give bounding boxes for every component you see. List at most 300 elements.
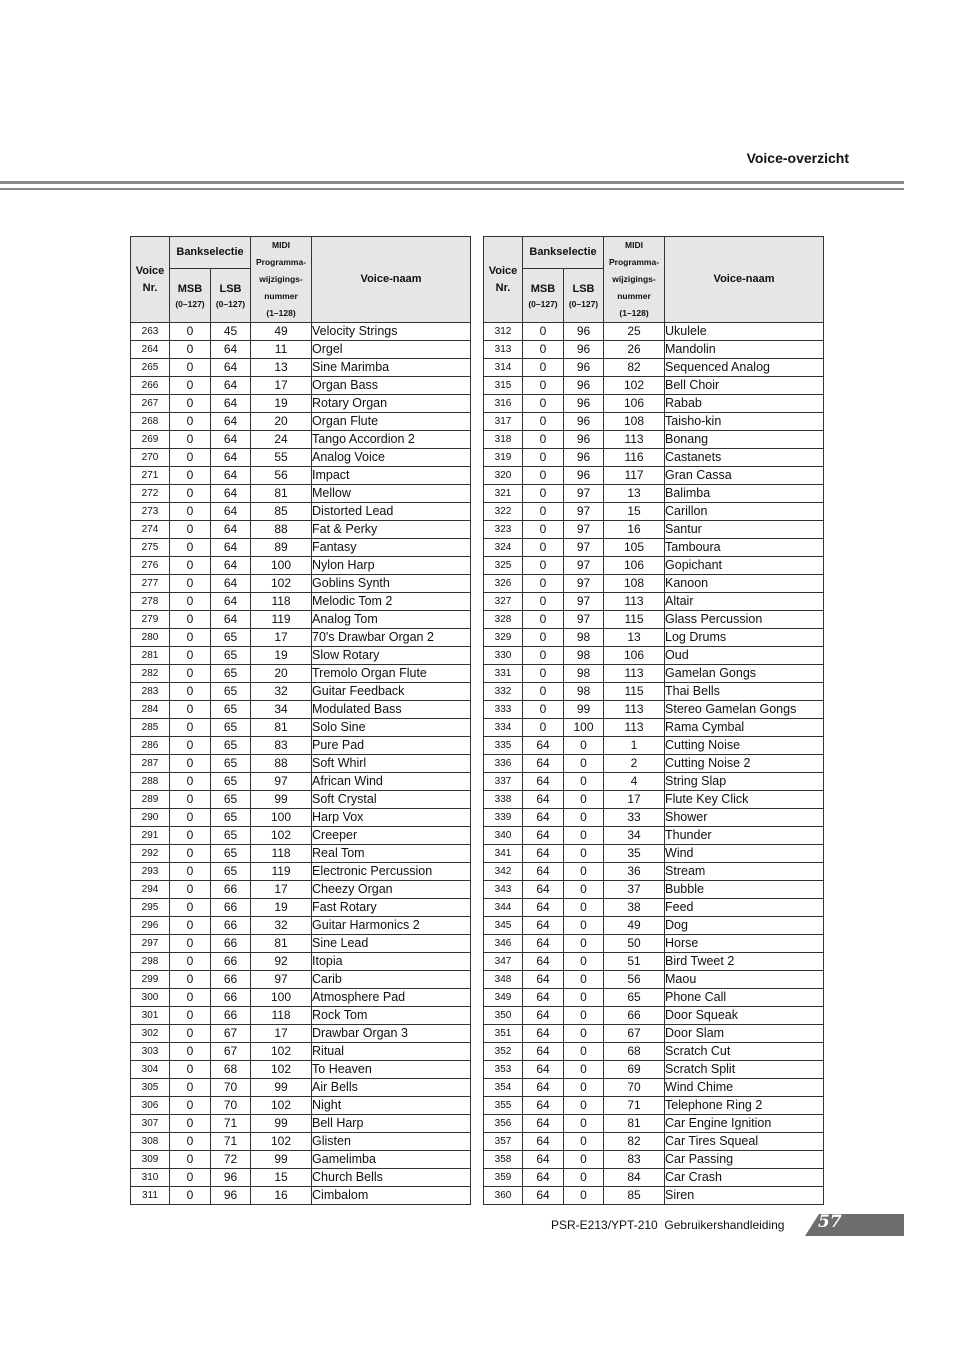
table-row: [484, 755, 824, 773]
midi-program-cell: 33: [604, 809, 665, 827]
table-row: [131, 845, 471, 863]
voice-name-cell: Sequenced Analog: [665, 359, 824, 377]
msb-cell: 0: [523, 485, 564, 503]
voice-nr-cell: 344: [484, 899, 523, 917]
voice-nr-cell: 336: [484, 755, 523, 773]
lsb-cell: 65: [211, 719, 251, 737]
table-row: [131, 1187, 471, 1205]
midi-program-cell: 17: [604, 791, 665, 809]
table-row: [484, 719, 824, 737]
msb-cell: 0: [523, 521, 564, 539]
msb-cell: 64: [523, 953, 564, 971]
voice-nr-cell: 326: [484, 575, 523, 593]
midi-program-cell: 105: [604, 539, 665, 557]
table-row: [484, 1043, 824, 1061]
midi-program-cell: 35: [604, 845, 665, 863]
midi-program-cell: 19: [251, 395, 312, 413]
voice-nr-cell: 294: [131, 881, 170, 899]
midi-program-cell: 17: [251, 377, 312, 395]
table-row: [484, 827, 824, 845]
header-msb-range: (0–127): [528, 299, 558, 310]
voice-nr-cell: 279: [131, 611, 170, 629]
midi-program-cell: 102: [251, 1097, 312, 1115]
midi-program-cell: 84: [604, 1169, 665, 1187]
msb-cell: 64: [523, 1061, 564, 1079]
voice-name-cell: Car Crash: [665, 1169, 824, 1187]
lsb-cell: 99: [564, 701, 604, 719]
voice-name-cell: Car Tires Squeal: [665, 1133, 824, 1151]
voice-name-cell: Rotary Organ: [312, 395, 471, 413]
header-voice-name: Voice-naam: [665, 237, 824, 323]
lsb-cell: 65: [211, 737, 251, 755]
midi-program-cell: 81: [251, 485, 312, 503]
midi-program-cell: 113: [604, 701, 665, 719]
voice-nr-cell: 318: [484, 431, 523, 449]
lsb-cell: 0: [564, 1133, 604, 1151]
voice-name-cell: Gran Cassa: [665, 467, 824, 485]
lsb-cell: 65: [211, 827, 251, 845]
voice-nr-cell: 282: [131, 665, 170, 683]
lsb-cell: 96: [564, 377, 604, 395]
voice-name-cell: Door Squeak: [665, 1007, 824, 1025]
table-row: [484, 665, 824, 683]
msb-cell: 0: [170, 665, 211, 683]
lsb-cell: 96: [564, 449, 604, 467]
midi-program-cell: 106: [604, 557, 665, 575]
msb-cell: 0: [523, 611, 564, 629]
voice-name-cell: Goblins Synth: [312, 575, 471, 593]
lsb-cell: 97: [564, 503, 604, 521]
midi-program-cell: 19: [251, 899, 312, 917]
lsb-cell: 64: [211, 395, 251, 413]
lsb-cell: 65: [211, 755, 251, 773]
table-row: [484, 1169, 824, 1187]
table-row: [484, 539, 824, 557]
lsb-cell: 0: [564, 953, 604, 971]
midi-program-cell: 17: [251, 881, 312, 899]
lsb-cell: 0: [564, 1097, 604, 1115]
table-row: [131, 773, 471, 791]
msb-cell: 0: [170, 701, 211, 719]
table-row: [484, 683, 824, 701]
msb-cell: 0: [170, 323, 211, 341]
midi-program-cell: 99: [251, 791, 312, 809]
lsb-cell: 98: [564, 629, 604, 647]
lsb-cell: 98: [564, 647, 604, 665]
voice-name-cell: Stereo Gamelan Gongs: [665, 701, 824, 719]
midi-program-cell: 55: [251, 449, 312, 467]
voice-name-cell: Horse: [665, 935, 824, 953]
msb-cell: 0: [170, 341, 211, 359]
lsb-cell: 96: [211, 1169, 251, 1187]
voice-name-cell: Itopia: [312, 953, 471, 971]
msb-cell: 64: [523, 791, 564, 809]
msb-cell: 0: [523, 575, 564, 593]
table-row: [131, 503, 471, 521]
header-voice-nr: [484, 237, 523, 323]
table-row: [484, 1133, 824, 1151]
voice-name-cell: Car Passing: [665, 1151, 824, 1169]
table-row: [131, 485, 471, 503]
lsb-cell: 100: [564, 719, 604, 737]
lsb-cell: 0: [564, 899, 604, 917]
voice-name-cell: Rabab: [665, 395, 824, 413]
lsb-cell: 96: [564, 395, 604, 413]
voice-nr-cell: 334: [484, 719, 523, 737]
lsb-cell: 98: [564, 665, 604, 683]
voice-name-cell: Guitar Harmonics 2: [312, 917, 471, 935]
table-row: [484, 917, 824, 935]
table-row: [131, 737, 471, 755]
msb-cell: 0: [523, 449, 564, 467]
voice-name-cell: Telephone Ring 2: [665, 1097, 824, 1115]
table-row: [484, 899, 824, 917]
voice-nr-cell: 349: [484, 989, 523, 1007]
lsb-cell: 64: [211, 593, 251, 611]
voice-name-cell: Electronic Percussion: [312, 863, 471, 881]
voice-nr-cell: 347: [484, 953, 523, 971]
table-row: [484, 953, 824, 971]
msb-cell: 0: [170, 917, 211, 935]
lsb-cell: 97: [564, 539, 604, 557]
lsb-cell: 64: [211, 413, 251, 431]
voice-nr-cell: 345: [484, 917, 523, 935]
voice-nr-cell: 299: [131, 971, 170, 989]
header-lsb-range: (0–127): [568, 299, 599, 310]
msb-cell: 0: [523, 557, 564, 575]
header-lsb-label: LSB: [572, 283, 595, 296]
msb-cell: 0: [170, 611, 211, 629]
table-row: [131, 1097, 471, 1115]
table-row: [131, 521, 471, 539]
table-row: [484, 341, 824, 359]
voice-nr-cell: 348: [484, 971, 523, 989]
midi-program-cell: 20: [251, 413, 312, 431]
table-row: [131, 449, 471, 467]
voice-name-cell: Scratch Cut: [665, 1043, 824, 1061]
voice-nr-cell: 320: [484, 467, 523, 485]
lsb-cell: 0: [564, 935, 604, 953]
table-row: [484, 791, 824, 809]
voice-nr-cell: 355: [484, 1097, 523, 1115]
voice-name-cell: Sine Lead: [312, 935, 471, 953]
midi-program-cell: 15: [604, 503, 665, 521]
table-row: [484, 503, 824, 521]
voice-name-cell: Rock Tom: [312, 1007, 471, 1025]
midi-program-cell: 15: [251, 1169, 312, 1187]
msb-cell: 0: [170, 1025, 211, 1043]
table-row: [131, 1061, 471, 1079]
msb-cell: 0: [170, 881, 211, 899]
table-row: [484, 881, 824, 899]
voice-name-cell: Log Drums: [665, 629, 824, 647]
msb-cell: 0: [523, 377, 564, 395]
midi-program-cell: 113: [604, 593, 665, 611]
midi-program-cell: 113: [604, 431, 665, 449]
voice-name-cell: Feed: [665, 899, 824, 917]
voice-nr-cell: 346: [484, 935, 523, 953]
table-row: [131, 395, 471, 413]
midi-program-cell: 32: [251, 683, 312, 701]
voice-nr-cell: 263: [131, 323, 170, 341]
lsb-cell: 96: [564, 341, 604, 359]
lsb-cell: 66: [211, 1007, 251, 1025]
table-row: [131, 665, 471, 683]
lsb-cell: 64: [211, 467, 251, 485]
voice-nr-cell: 298: [131, 953, 170, 971]
table-row: [484, 1097, 824, 1115]
voice-name-cell: Rama Cymbal: [665, 719, 824, 737]
voice-nr-cell: 280: [131, 629, 170, 647]
voice-name-cell: Ukulele: [665, 323, 824, 341]
table-row: [484, 1187, 824, 1205]
voice-name-cell: Air Bells: [312, 1079, 471, 1097]
voice-nr-cell: 296: [131, 917, 170, 935]
header-voice-nr-text: Voice Nr.: [488, 264, 518, 294]
lsb-cell: 66: [211, 899, 251, 917]
voice-nr-cell: 306: [131, 1097, 170, 1115]
table-row: [131, 701, 471, 719]
msb-cell: 0: [523, 665, 564, 683]
voice-name-cell: Night: [312, 1097, 471, 1115]
midi-program-cell: 37: [604, 881, 665, 899]
lsb-cell: 0: [564, 845, 604, 863]
midi-program-cell: 106: [604, 647, 665, 665]
voice-nr-cell: 360: [484, 1187, 523, 1205]
header-rule-thin: [0, 188, 904, 190]
lsb-cell: 96: [564, 359, 604, 377]
voice-name-cell: Church Bells: [312, 1169, 471, 1187]
header-lsb: [211, 269, 251, 323]
table-row: [131, 1025, 471, 1043]
voice-name-cell: 70's Drawbar Organ 2: [312, 629, 471, 647]
voice-nr-cell: 330: [484, 647, 523, 665]
msb-cell: 0: [170, 377, 211, 395]
midi-program-cell: 71: [604, 1097, 665, 1115]
voice-name-cell: Organ Bass: [312, 377, 471, 395]
table-row: [131, 1151, 471, 1169]
voice-nr-cell: 358: [484, 1151, 523, 1169]
voice-nr-cell: 340: [484, 827, 523, 845]
voice-nr-cell: 343: [484, 881, 523, 899]
msb-cell: 0: [170, 1061, 211, 1079]
msb-cell: 64: [523, 1007, 564, 1025]
voice-name-cell: Modulated Bass: [312, 701, 471, 719]
voice-name-cell: Wind Chime: [665, 1079, 824, 1097]
lsb-cell: 0: [564, 773, 604, 791]
voice-nr-cell: 338: [484, 791, 523, 809]
lsb-cell: 64: [211, 449, 251, 467]
lsb-cell: 45: [211, 323, 251, 341]
voice-nr-cell: 313: [484, 341, 523, 359]
lsb-cell: 64: [211, 431, 251, 449]
table-row: [484, 989, 824, 1007]
voice-nr-cell: 350: [484, 1007, 523, 1025]
msb-cell: 0: [523, 539, 564, 557]
voice-name-cell: Cutting Noise: [665, 737, 824, 755]
msb-cell: 0: [523, 683, 564, 701]
header-msb-label: MSB: [177, 283, 203, 296]
msb-cell: 0: [170, 449, 211, 467]
voice-name-cell: To Heaven: [312, 1061, 471, 1079]
voice-nr-cell: 300: [131, 989, 170, 1007]
table-row: [484, 1061, 824, 1079]
voice-name-cell: Ritual: [312, 1043, 471, 1061]
lsb-cell: 0: [564, 809, 604, 827]
lsb-cell: 67: [211, 1025, 251, 1043]
header-lsb-range: (0–127): [215, 299, 246, 310]
voice-nr-cell: 335: [484, 737, 523, 755]
midi-program-cell: 11: [251, 341, 312, 359]
manual-title: PSR-E213/YPT-210 Gebruikershandleiding: [551, 1218, 785, 1232]
msb-cell: 0: [170, 863, 211, 881]
lsb-cell: 64: [211, 341, 251, 359]
voice-nr-cell: 308: [131, 1133, 170, 1151]
lsb-cell: 66: [211, 881, 251, 899]
msb-cell: 0: [523, 431, 564, 449]
voice-nr-cell: 304: [131, 1061, 170, 1079]
table-row: [131, 809, 471, 827]
midi-program-cell: 88: [251, 755, 312, 773]
voice-nr-cell: 272: [131, 485, 170, 503]
lsb-cell: 66: [211, 953, 251, 971]
voice-nr-cell: 314: [484, 359, 523, 377]
voice-nr-cell: 297: [131, 935, 170, 953]
voice-name-cell: Cheezy Organ: [312, 881, 471, 899]
voice-name-cell: Melodic Tom 2: [312, 593, 471, 611]
msb-cell: 0: [523, 413, 564, 431]
midi-program-cell: 56: [604, 971, 665, 989]
voice-nr-cell: 339: [484, 809, 523, 827]
msb-cell: 0: [170, 971, 211, 989]
midi-program-cell: 100: [251, 809, 312, 827]
voice-name-cell: Taisho-kin: [665, 413, 824, 431]
midi-program-cell: 82: [604, 359, 665, 377]
voice-nr-cell: 351: [484, 1025, 523, 1043]
voice-name-cell: Glisten: [312, 1133, 471, 1151]
table-row: [484, 1007, 824, 1025]
midi-program-cell: 50: [604, 935, 665, 953]
voice-name-cell: Stream: [665, 863, 824, 881]
midi-program-cell: 83: [604, 1151, 665, 1169]
lsb-cell: 96: [564, 431, 604, 449]
table-row: [131, 971, 471, 989]
table-row: [131, 323, 471, 341]
voice-name-cell: Harp Vox: [312, 809, 471, 827]
midi-program-cell: 88: [251, 521, 312, 539]
table-row: [131, 557, 471, 575]
lsb-cell: 64: [211, 611, 251, 629]
voice-name-cell: African Wind: [312, 773, 471, 791]
msb-cell: 64: [523, 1043, 564, 1061]
voice-nr-cell: 292: [131, 845, 170, 863]
msb-cell: 0: [170, 1133, 211, 1151]
voice-nr-cell: 293: [131, 863, 170, 881]
voice-name-cell: Thunder: [665, 827, 824, 845]
voice-nr-cell: 319: [484, 449, 523, 467]
voice-nr-cell: 341: [484, 845, 523, 863]
msb-cell: 0: [523, 593, 564, 611]
midi-program-cell: 102: [251, 827, 312, 845]
voice-nr-cell: 303: [131, 1043, 170, 1061]
lsb-cell: 0: [564, 1043, 604, 1061]
voice-nr-cell: 264: [131, 341, 170, 359]
table-row: [131, 341, 471, 359]
table-row: [484, 1025, 824, 1043]
voice-nr-cell: 316: [484, 395, 523, 413]
voice-nr-cell: 329: [484, 629, 523, 647]
voice-name-cell: Tango Accordion 2: [312, 431, 471, 449]
table-row: [131, 413, 471, 431]
midi-program-cell: 16: [251, 1187, 312, 1205]
midi-program-cell: 113: [604, 665, 665, 683]
header-voice-nr: [131, 237, 170, 323]
msb-cell: 64: [523, 755, 564, 773]
voice-nr-cell: 266: [131, 377, 170, 395]
msb-cell: 0: [523, 323, 564, 341]
lsb-cell: 0: [564, 863, 604, 881]
msb-cell: 0: [170, 359, 211, 377]
lsb-cell: 0: [564, 971, 604, 989]
voice-nr-cell: 305: [131, 1079, 170, 1097]
table-row: [131, 1169, 471, 1187]
msb-cell: 64: [523, 737, 564, 755]
table-row: [484, 701, 824, 719]
msb-cell: 0: [170, 1079, 211, 1097]
voice-nr-cell: 268: [131, 413, 170, 431]
table-row: [131, 539, 471, 557]
table-row: [131, 611, 471, 629]
voice-nr-cell: 290: [131, 809, 170, 827]
voice-name-cell: Real Tom: [312, 845, 471, 863]
midi-program-cell: 69: [604, 1061, 665, 1079]
msb-cell: 0: [170, 1115, 211, 1133]
table-row: [131, 431, 471, 449]
lsb-cell: 97: [564, 521, 604, 539]
msb-cell: 64: [523, 827, 564, 845]
midi-program-cell: 102: [251, 575, 312, 593]
lsb-cell: 97: [564, 593, 604, 611]
table-row: [484, 485, 824, 503]
midi-program-cell: 68: [604, 1043, 665, 1061]
midi-program-cell: 49: [604, 917, 665, 935]
voice-nr-cell: 328: [484, 611, 523, 629]
voice-name-cell: Mandolin: [665, 341, 824, 359]
table-row: [484, 377, 824, 395]
voice-name-cell: Phone Call: [665, 989, 824, 1007]
table-row: [131, 377, 471, 395]
lsb-cell: 0: [564, 1151, 604, 1169]
voice-name-cell: Fat & Perky: [312, 521, 471, 539]
msb-cell: 0: [170, 809, 211, 827]
lsb-cell: 0: [564, 881, 604, 899]
msb-cell: 0: [523, 359, 564, 377]
voice-name-cell: Maou: [665, 971, 824, 989]
header-midi-program: [251, 237, 312, 323]
midi-program-cell: 1: [604, 737, 665, 755]
voice-nr-cell: 352: [484, 1043, 523, 1061]
lsb-cell: 0: [564, 1079, 604, 1097]
table-row: [484, 593, 824, 611]
msb-cell: 64: [523, 1133, 564, 1151]
voice-name-cell: Thai Bells: [665, 683, 824, 701]
voice-nr-cell: 291: [131, 827, 170, 845]
voice-name-cell: Creeper: [312, 827, 471, 845]
voice-nr-cell: 317: [484, 413, 523, 431]
lsb-cell: 64: [211, 359, 251, 377]
voice-nr-cell: 274: [131, 521, 170, 539]
voice-nr-cell: 309: [131, 1151, 170, 1169]
